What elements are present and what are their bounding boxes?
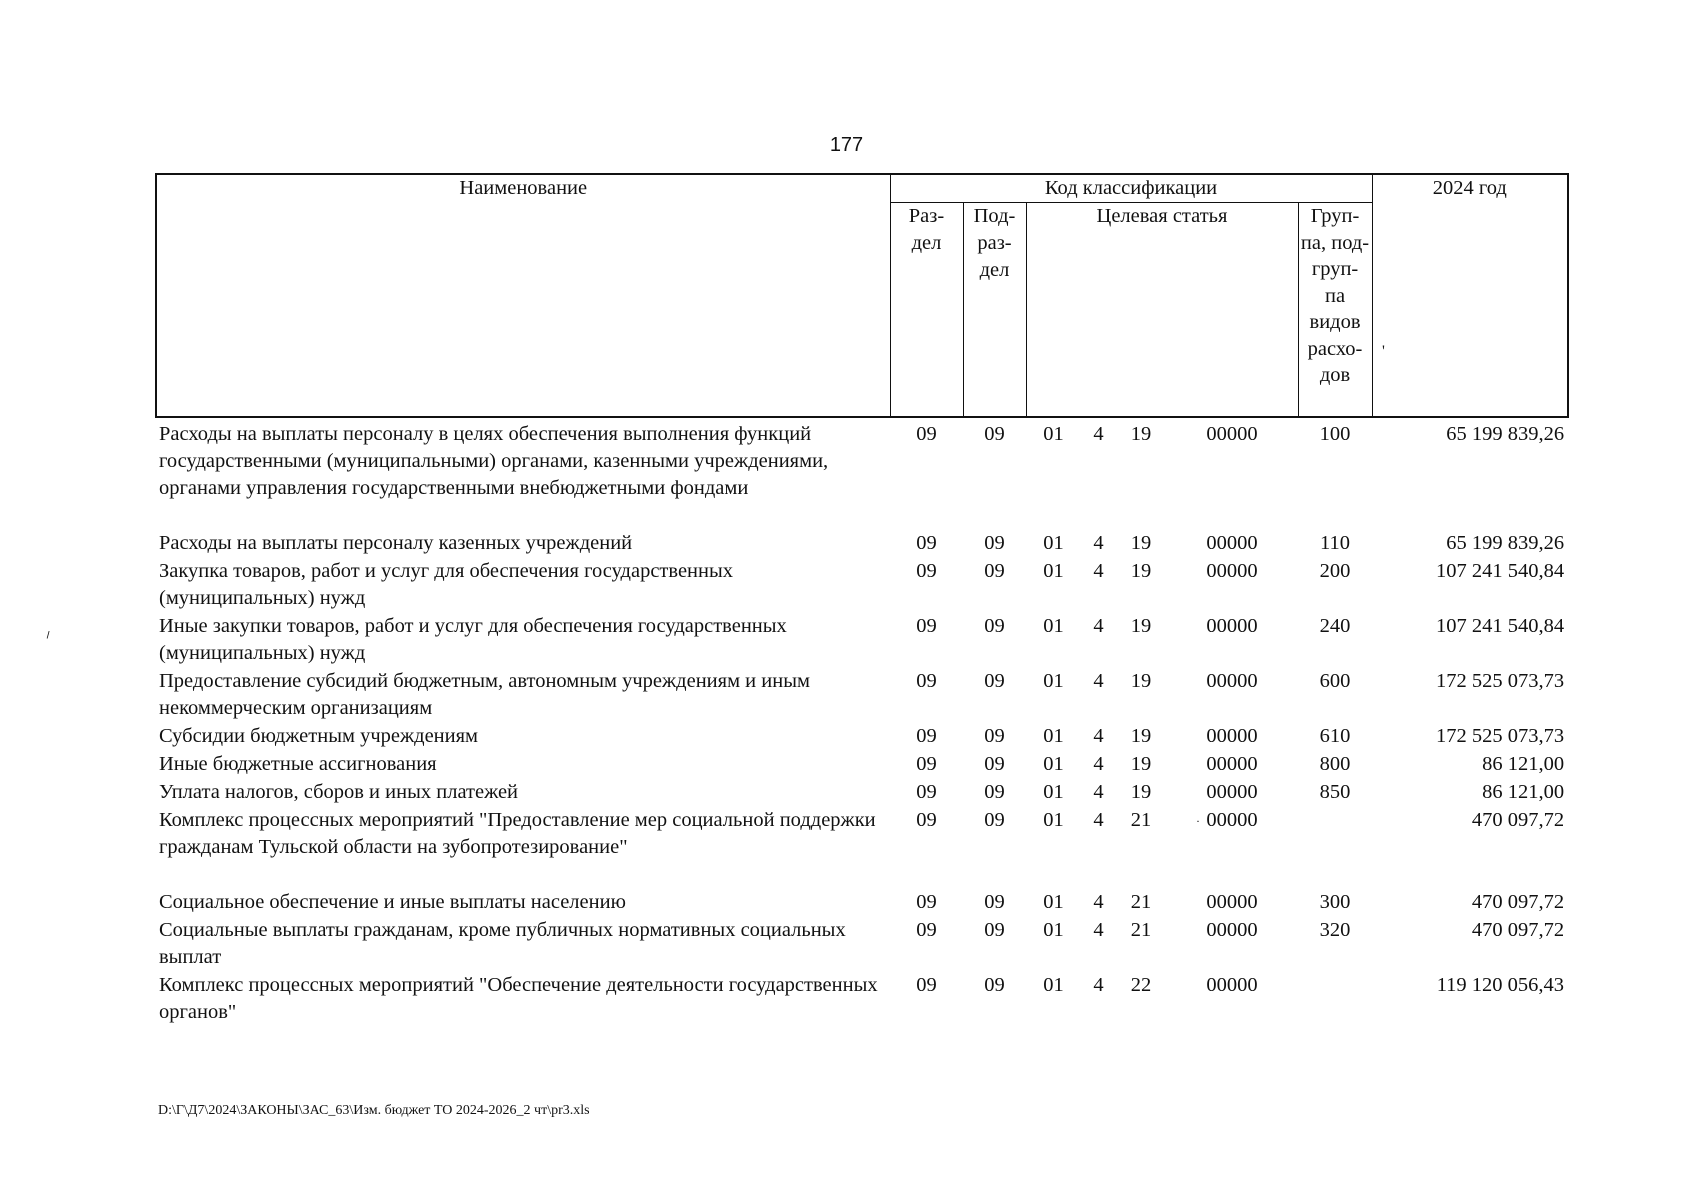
podrazdel-cell: 09 — [984, 891, 1005, 913]
target-part4-cell: 00000 — [1206, 891, 1258, 913]
expense-group-cell: 100 — [1319, 423, 1351, 445]
target-part2-cell: 4 — [1093, 809, 1104, 831]
target-part1-cell: 01 — [1043, 891, 1064, 913]
amount-cell: 470 097,72 — [1471, 919, 1565, 941]
razdel-cell: 09 — [916, 781, 937, 803]
budget-table — [155, 173, 1569, 1027]
podrazdel-cell: 09 — [984, 781, 1005, 803]
target-part2-cell: 4 — [1093, 891, 1104, 913]
target-part4-cell: 00000 — [1206, 919, 1258, 941]
file-path-footer: D:\Г\Д7\2024\ЗАКОНЫ\ЗАС_63\Изм. бюджет ТО 2024-2026_2 чт\pr3.xls — [158, 1103, 590, 1118]
table-row — [156, 889, 1568, 917]
target-part4-cell: 00000 — [1206, 670, 1258, 692]
razdel-cell: 09 — [916, 560, 937, 582]
target-part4-cell: 00000 — [1206, 615, 1258, 637]
amount-cell: 107 241 540,84 — [1435, 615, 1565, 637]
target-part1-cell: 01 — [1043, 615, 1064, 637]
row-name-cell: Уплата налогов, сборов и иных платежей — [159, 781, 519, 803]
table-header — [156, 174, 1568, 417]
target-part2-cell: 4 — [1093, 753, 1104, 775]
table-row — [156, 558, 1568, 613]
table-row — [156, 417, 1568, 530]
target-part4-cell: 00000 — [1206, 423, 1258, 445]
header-expense-group: Груп- па, под- груп- па видов расхо- дов — [1298, 203, 1372, 418]
razdel-cell: 09 — [916, 809, 937, 831]
podrazdel-cell: 09 — [984, 615, 1005, 637]
table-row — [156, 807, 1568, 889]
podrazdel-cell: 09 — [984, 532, 1005, 554]
target-part2-cell: 4 — [1093, 670, 1104, 692]
row-name-cell: Предоставление субсидий бюджетным, автономным учреждениям и иным некоммерческим организациям — [159, 670, 810, 719]
table-row — [156, 751, 1568, 779]
header-classification-code: Код классификации — [890, 174, 1372, 203]
stray-pen-mark: ⸝ — [39, 622, 55, 642]
target-part3-cell: 19 — [1130, 423, 1152, 445]
target-part3-cell: 19 — [1130, 781, 1152, 803]
stray-dot-mark: ' — [1382, 343, 1385, 360]
target-part4-cell: 00000 — [1206, 532, 1258, 554]
page-number: 177 — [829, 134, 864, 156]
row-name-cell: Расходы на выплаты персоналу казенных учреждений — [159, 532, 633, 554]
target-part2-cell: 4 — [1093, 532, 1104, 554]
target-part1-cell: 01 — [1043, 725, 1064, 747]
target-part2-cell: 4 — [1093, 919, 1104, 941]
podrazdel-cell: 09 — [984, 560, 1005, 582]
target-part2-cell: 4 — [1093, 615, 1104, 637]
razdel-cell: 09 — [916, 891, 937, 913]
target-part3-cell: 21 — [1130, 919, 1152, 941]
razdel-cell: 09 — [916, 532, 937, 554]
target-part3-cell: 19 — [1130, 532, 1152, 554]
amount-cell: 119 120 056,43 — [1436, 974, 1565, 996]
table-row — [156, 723, 1568, 751]
table-body — [156, 417, 1568, 1027]
target-part4-cell: 00000 — [1206, 809, 1258, 831]
target-part2-cell: 4 — [1093, 560, 1104, 582]
target-part2-cell: 4 — [1093, 781, 1104, 803]
expense-group-cell: 600 — [1319, 670, 1351, 692]
target-part3-cell: 19 — [1130, 615, 1152, 637]
target-part3-cell: 19 — [1130, 560, 1152, 582]
expense-group-cell — [1298, 972, 1372, 1027]
expense-group-cell: 850 — [1319, 781, 1351, 803]
row-name-cell: Расходы на выплаты персоналу в целях обеспечения выполнения функций государственными (муниципальными) органами, казенными учреждениями, органами управления государственными внебюджетными фондами — [159, 423, 829, 499]
expense-group-cell: 300 — [1319, 891, 1351, 913]
amount-cell: 65 199 839,26 — [1446, 532, 1565, 554]
table-row — [156, 972, 1568, 1027]
table-row — [156, 917, 1568, 972]
podrazdel-cell: 09 — [984, 974, 1005, 996]
amount-cell: 86 121,00 — [1482, 753, 1565, 775]
target-part4-cell: 00000 — [1206, 781, 1258, 803]
target-part2-cell: 4 — [1093, 423, 1104, 445]
row-name-cell: Иные закупки товаров, работ и услуг для обеспечения государственных (муниципальных) нужд — [159, 615, 787, 664]
amount-cell: 172 525 073,73 — [1435, 670, 1565, 692]
expense-group-cell: 240 — [1319, 615, 1351, 637]
podrazdel-cell: 09 — [984, 753, 1005, 775]
target-part1-cell: 01 — [1043, 919, 1064, 941]
table-row — [156, 613, 1568, 668]
podrazdel-cell: 09 — [984, 423, 1005, 445]
header-podrazdel: Под- раз- дел — [963, 203, 1026, 418]
expense-group-cell: 610 — [1319, 725, 1351, 747]
row-name-cell: Субсидии бюджетным учреждениям — [159, 725, 479, 747]
row-name-cell: Закупка товаров, работ и услуг для обеспечения государственных (муниципальных) нужд — [159, 560, 734, 609]
amount-cell: 172 525 073,73 — [1435, 725, 1565, 747]
header-year: 2024 год — [1372, 174, 1568, 417]
target-part1-cell: 01 — [1043, 974, 1064, 996]
razdel-cell: 09 — [916, 670, 937, 692]
header-razdel: Раз- дел — [890, 203, 963, 418]
target-part3-cell: 19 — [1130, 753, 1152, 775]
target-part2-cell: 4 — [1093, 725, 1104, 747]
podrazdel-cell: 09 — [984, 919, 1005, 941]
target-part1-cell: 01 — [1043, 423, 1064, 445]
row-name-cell: Социальное обеспечение и иные выплаты населению — [159, 891, 626, 913]
table-row — [156, 779, 1568, 807]
podrazdel-cell: 09 — [984, 809, 1005, 831]
amount-cell: 470 097,72 — [1471, 891, 1565, 913]
expense-group-cell: 200 — [1319, 560, 1351, 582]
amount-cell: 65 199 839,26 — [1446, 423, 1565, 445]
target-part3-cell: 19 — [1130, 725, 1152, 747]
amount-cell: 470 097,72 — [1471, 809, 1565, 831]
stray-dot-mark: · — [1196, 814, 1200, 828]
target-part3-cell: 21 — [1130, 891, 1152, 913]
target-part1-cell: 01 — [1043, 809, 1064, 831]
razdel-cell: 09 — [916, 974, 937, 996]
podrazdel-cell: 09 — [984, 725, 1005, 747]
expense-group-cell: 320 — [1319, 919, 1351, 941]
amount-cell: 107 241 540,84 — [1435, 560, 1565, 582]
expense-group-cell: 110 — [1320, 532, 1351, 554]
row-name-cell: Комплекс процессных мероприятий "Предоставление мер социальной поддержки гражданам Тульской области на зубопротезирование" — [159, 809, 876, 858]
expense-group-cell — [1298, 807, 1372, 889]
target-part1-cell: 01 — [1043, 753, 1064, 775]
row-name-cell: Иные бюджетные ассигнования — [159, 753, 437, 775]
target-part4-cell: 00000 — [1206, 560, 1258, 582]
target-part1-cell: 01 — [1043, 781, 1064, 803]
target-part1-cell: 01 — [1043, 532, 1064, 554]
table-row — [156, 668, 1568, 723]
target-part2-cell: 4 — [1093, 974, 1104, 996]
razdel-cell: 09 — [916, 725, 937, 747]
header-name: Наименование — [156, 174, 890, 417]
row-name-cell: Комплекс процессных мероприятий "Обеспечение деятельности государственных органов" — [159, 974, 878, 1023]
podrazdel-cell: 09 — [984, 670, 1005, 692]
expense-group-cell: 800 — [1319, 753, 1351, 775]
target-part3-cell: 21 — [1130, 809, 1152, 831]
razdel-cell: 09 — [916, 615, 937, 637]
razdel-cell: 09 — [916, 423, 937, 445]
amount-cell: 86 121,00 — [1482, 781, 1565, 803]
target-part1-cell: 01 — [1043, 670, 1064, 692]
target-part3-cell: 22 — [1130, 974, 1152, 996]
target-part4-cell: 00000 — [1206, 725, 1258, 747]
target-part3-cell: 19 — [1130, 670, 1152, 692]
target-part4-cell: 00000 — [1206, 974, 1258, 996]
row-name-cell: Социальные выплаты гражданам, кроме публичных нормативных социальных выплат — [159, 919, 846, 968]
target-part4-cell: 00000 — [1206, 753, 1258, 775]
target-part1-cell: 01 — [1043, 560, 1064, 582]
table-row — [156, 530, 1568, 558]
header-target-article: Целевая статья — [1026, 203, 1298, 418]
razdel-cell: 09 — [916, 753, 937, 775]
razdel-cell: 09 — [916, 919, 937, 941]
